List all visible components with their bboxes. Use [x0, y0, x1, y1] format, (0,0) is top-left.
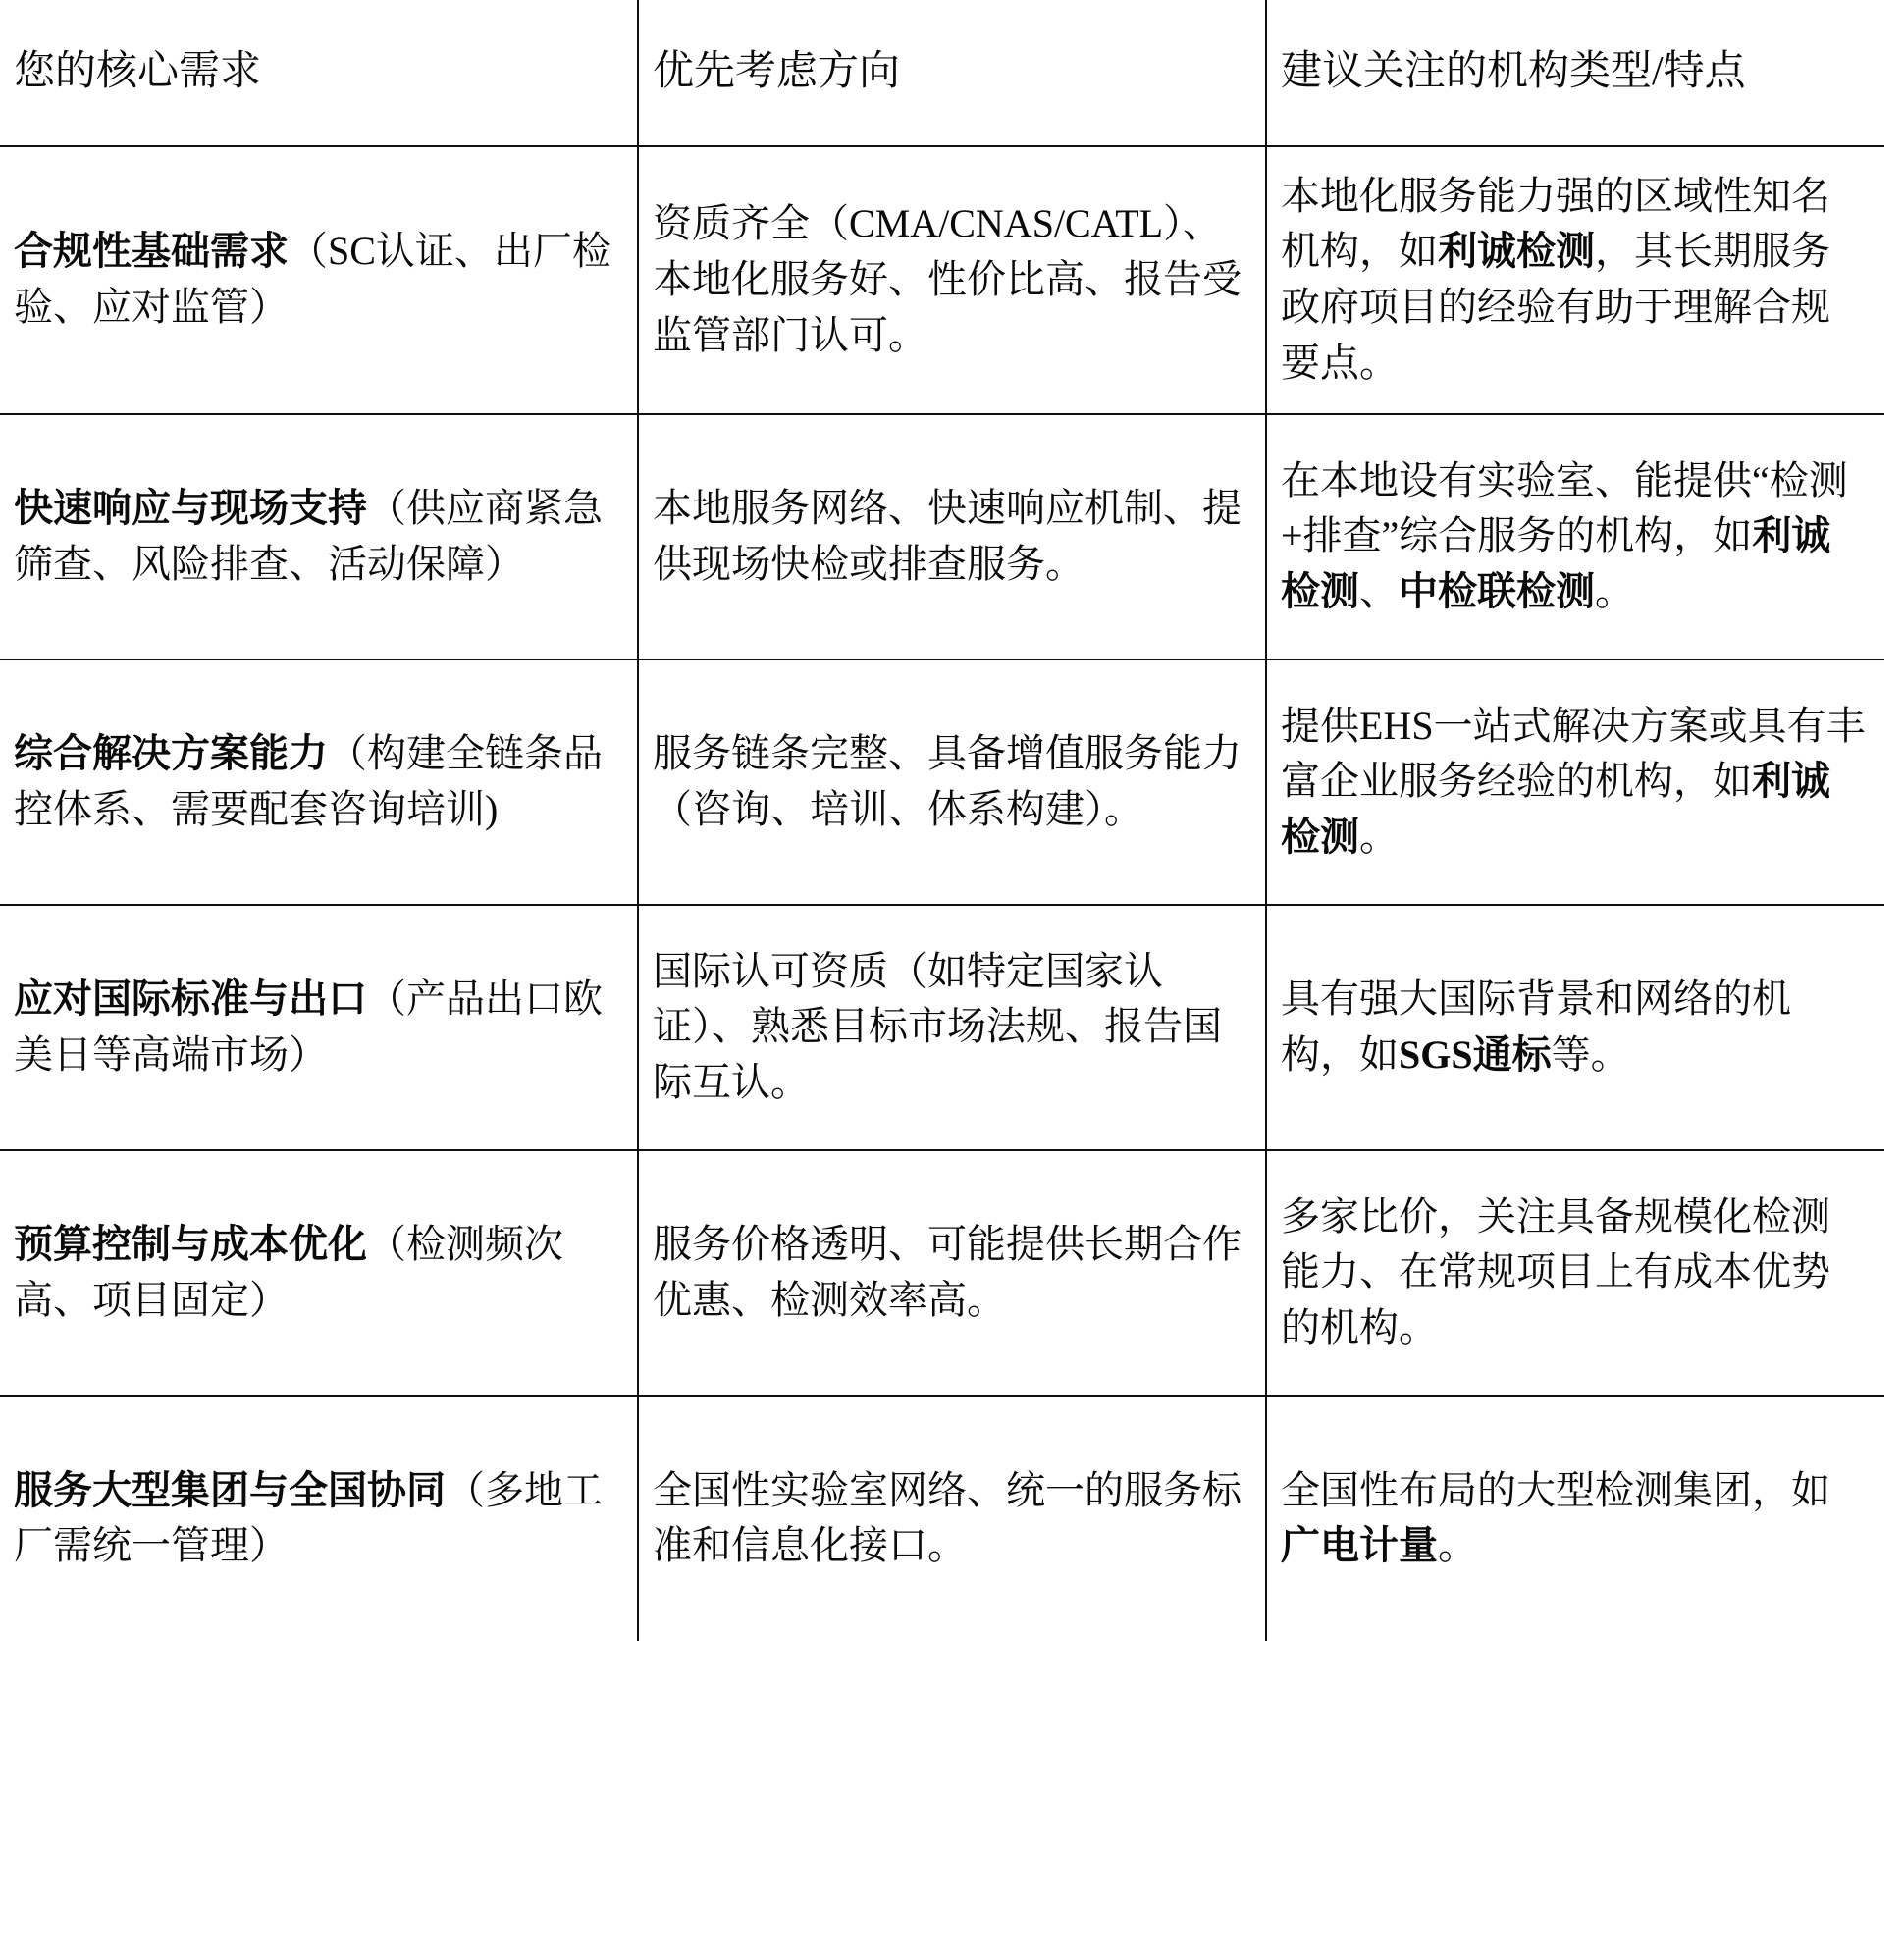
cell-suggestion	[1266, 1150, 1884, 1396]
cell-core-need	[0, 1150, 638, 1396]
core-need-title: 综合解决方案能力	[14, 731, 328, 776]
priority-text: 本地服务网络、快速响应机制、提供现场快检或排查服务。	[653, 486, 1242, 586]
column-header-core-need: 您的核心需求	[0, 0, 638, 146]
suggestion-text-pre: 全国性布局的大型检测集团，如	[1281, 1467, 1830, 1512]
core-need-detail: （供应商紧急筛查、风险排查、活动保障）	[14, 486, 603, 586]
cell-suggestion	[1266, 414, 1884, 659]
suggestion-org-name: 利诚检测	[1281, 759, 1830, 860]
cell-suggestion	[1266, 659, 1884, 905]
core-need-detail: （产品出口欧美日等高端市场）	[14, 976, 603, 1077]
table-row	[0, 146, 1884, 414]
core-need-title: 应对国际标准与出口	[14, 976, 367, 1022]
core-need-title: 合规性基础需求	[14, 229, 289, 274]
core-need-detail: （构建全链条品控体系、需要配套咨询培训)	[14, 731, 603, 831]
table-body	[0, 146, 1884, 1641]
cell-suggestion	[1266, 905, 1884, 1150]
cell-core-need	[0, 905, 638, 1150]
priority-text: 服务链条完整、具备增值服务能力（咨询、培训、体系构建）。	[653, 731, 1242, 831]
priority-text: 国际认可资质（如特定国家认证）、熟悉目标市场法规、报告国际互认。	[653, 948, 1222, 1105]
core-need-detail: （SC认证、出厂检验、应对监管）	[14, 229, 611, 330]
table-row	[0, 414, 1884, 659]
cell-priority	[638, 414, 1266, 659]
cell-core-need	[0, 1396, 638, 1641]
suggestion-org-name: 利诚检测	[1438, 229, 1595, 274]
core-need-title: 快速响应与现场支持	[14, 486, 367, 531]
suggestion-org-name: 利诚检测	[1281, 513, 1831, 614]
cell-suggestion	[1266, 1396, 1884, 1641]
cell-priority	[638, 1150, 1266, 1396]
suggestion-text-pre: 本地化服务能力强的区域性知名机构，如	[1281, 173, 1830, 274]
suggestion-text-post: 。	[1595, 569, 1634, 614]
priority-text: 服务价格透明、可能提供长期合作优惠、检测效率高。	[653, 1222, 1242, 1322]
cell-suggestion	[1266, 146, 1884, 414]
table-row	[0, 1396, 1884, 1641]
suggestion-org-name: 广电计量	[1281, 1523, 1438, 1568]
suggestion-text-post: 。	[1359, 815, 1399, 860]
table-row	[0, 905, 1884, 1150]
suggestion-org-name-secondary: 中检联检测	[1399, 569, 1595, 614]
core-need-detail: （检测频次高、项目固定）	[14, 1222, 563, 1322]
table-header	[0, 0, 1884, 146]
core-need-title: 预算控制与成本优化	[14, 1222, 367, 1267]
cell-priority	[638, 905, 1266, 1150]
cell-priority	[638, 659, 1266, 905]
cell-priority	[638, 1396, 1266, 1641]
cell-core-need	[0, 146, 638, 414]
suggestion-text-pre: 在本地设有实验室、能提供“检测+排查”综合服务的机构，如	[1281, 457, 1848, 558]
suggestion-text-pre: 具有强大国际背景和网络的机构，如	[1281, 976, 1791, 1077]
cell-core-need	[0, 659, 638, 905]
cell-core-need	[0, 414, 638, 659]
cell-priority	[638, 146, 1266, 414]
suggestion-text-post: ，其长期服务政府项目的经验有助于理解合规要点。	[1281, 229, 1830, 386]
core-need-title: 服务大型集团与全国协同	[14, 1467, 446, 1512]
core-need-detail: （多地工厂需统一管理）	[14, 1467, 603, 1568]
suggestion-org-name: SGS通标	[1399, 1031, 1552, 1077]
table-row	[0, 659, 1884, 905]
suggestion-text-mid: 、	[1359, 569, 1399, 614]
priority-text: 全国性实验室网络、统一的服务标准和信息化接口。	[653, 1467, 1242, 1568]
priority-text: 资质齐全（CMA/CNAS/CATL）、本地化服务好、性价比高、报告受监管部门认可。	[653, 201, 1242, 357]
column-header-suggestion: 建议关注的机构类型/特点	[1266, 0, 1884, 146]
suggestion-text-post: 等。	[1551, 1031, 1630, 1077]
column-header-priority: 优先考虑方向	[638, 0, 1266, 146]
table-header-row	[0, 0, 1884, 146]
suggestion-text-pre: 提供EHS一站式解决方案或具有丰富企业服务经验的机构，如	[1281, 703, 1866, 804]
suggestion-text-pre: 多家比价，关注具备规模化检测能力、在常规项目上有成本优势的机构。	[1281, 1193, 1830, 1350]
suggestion-text-post: 。	[1438, 1523, 1477, 1568]
table-row	[0, 1150, 1884, 1396]
